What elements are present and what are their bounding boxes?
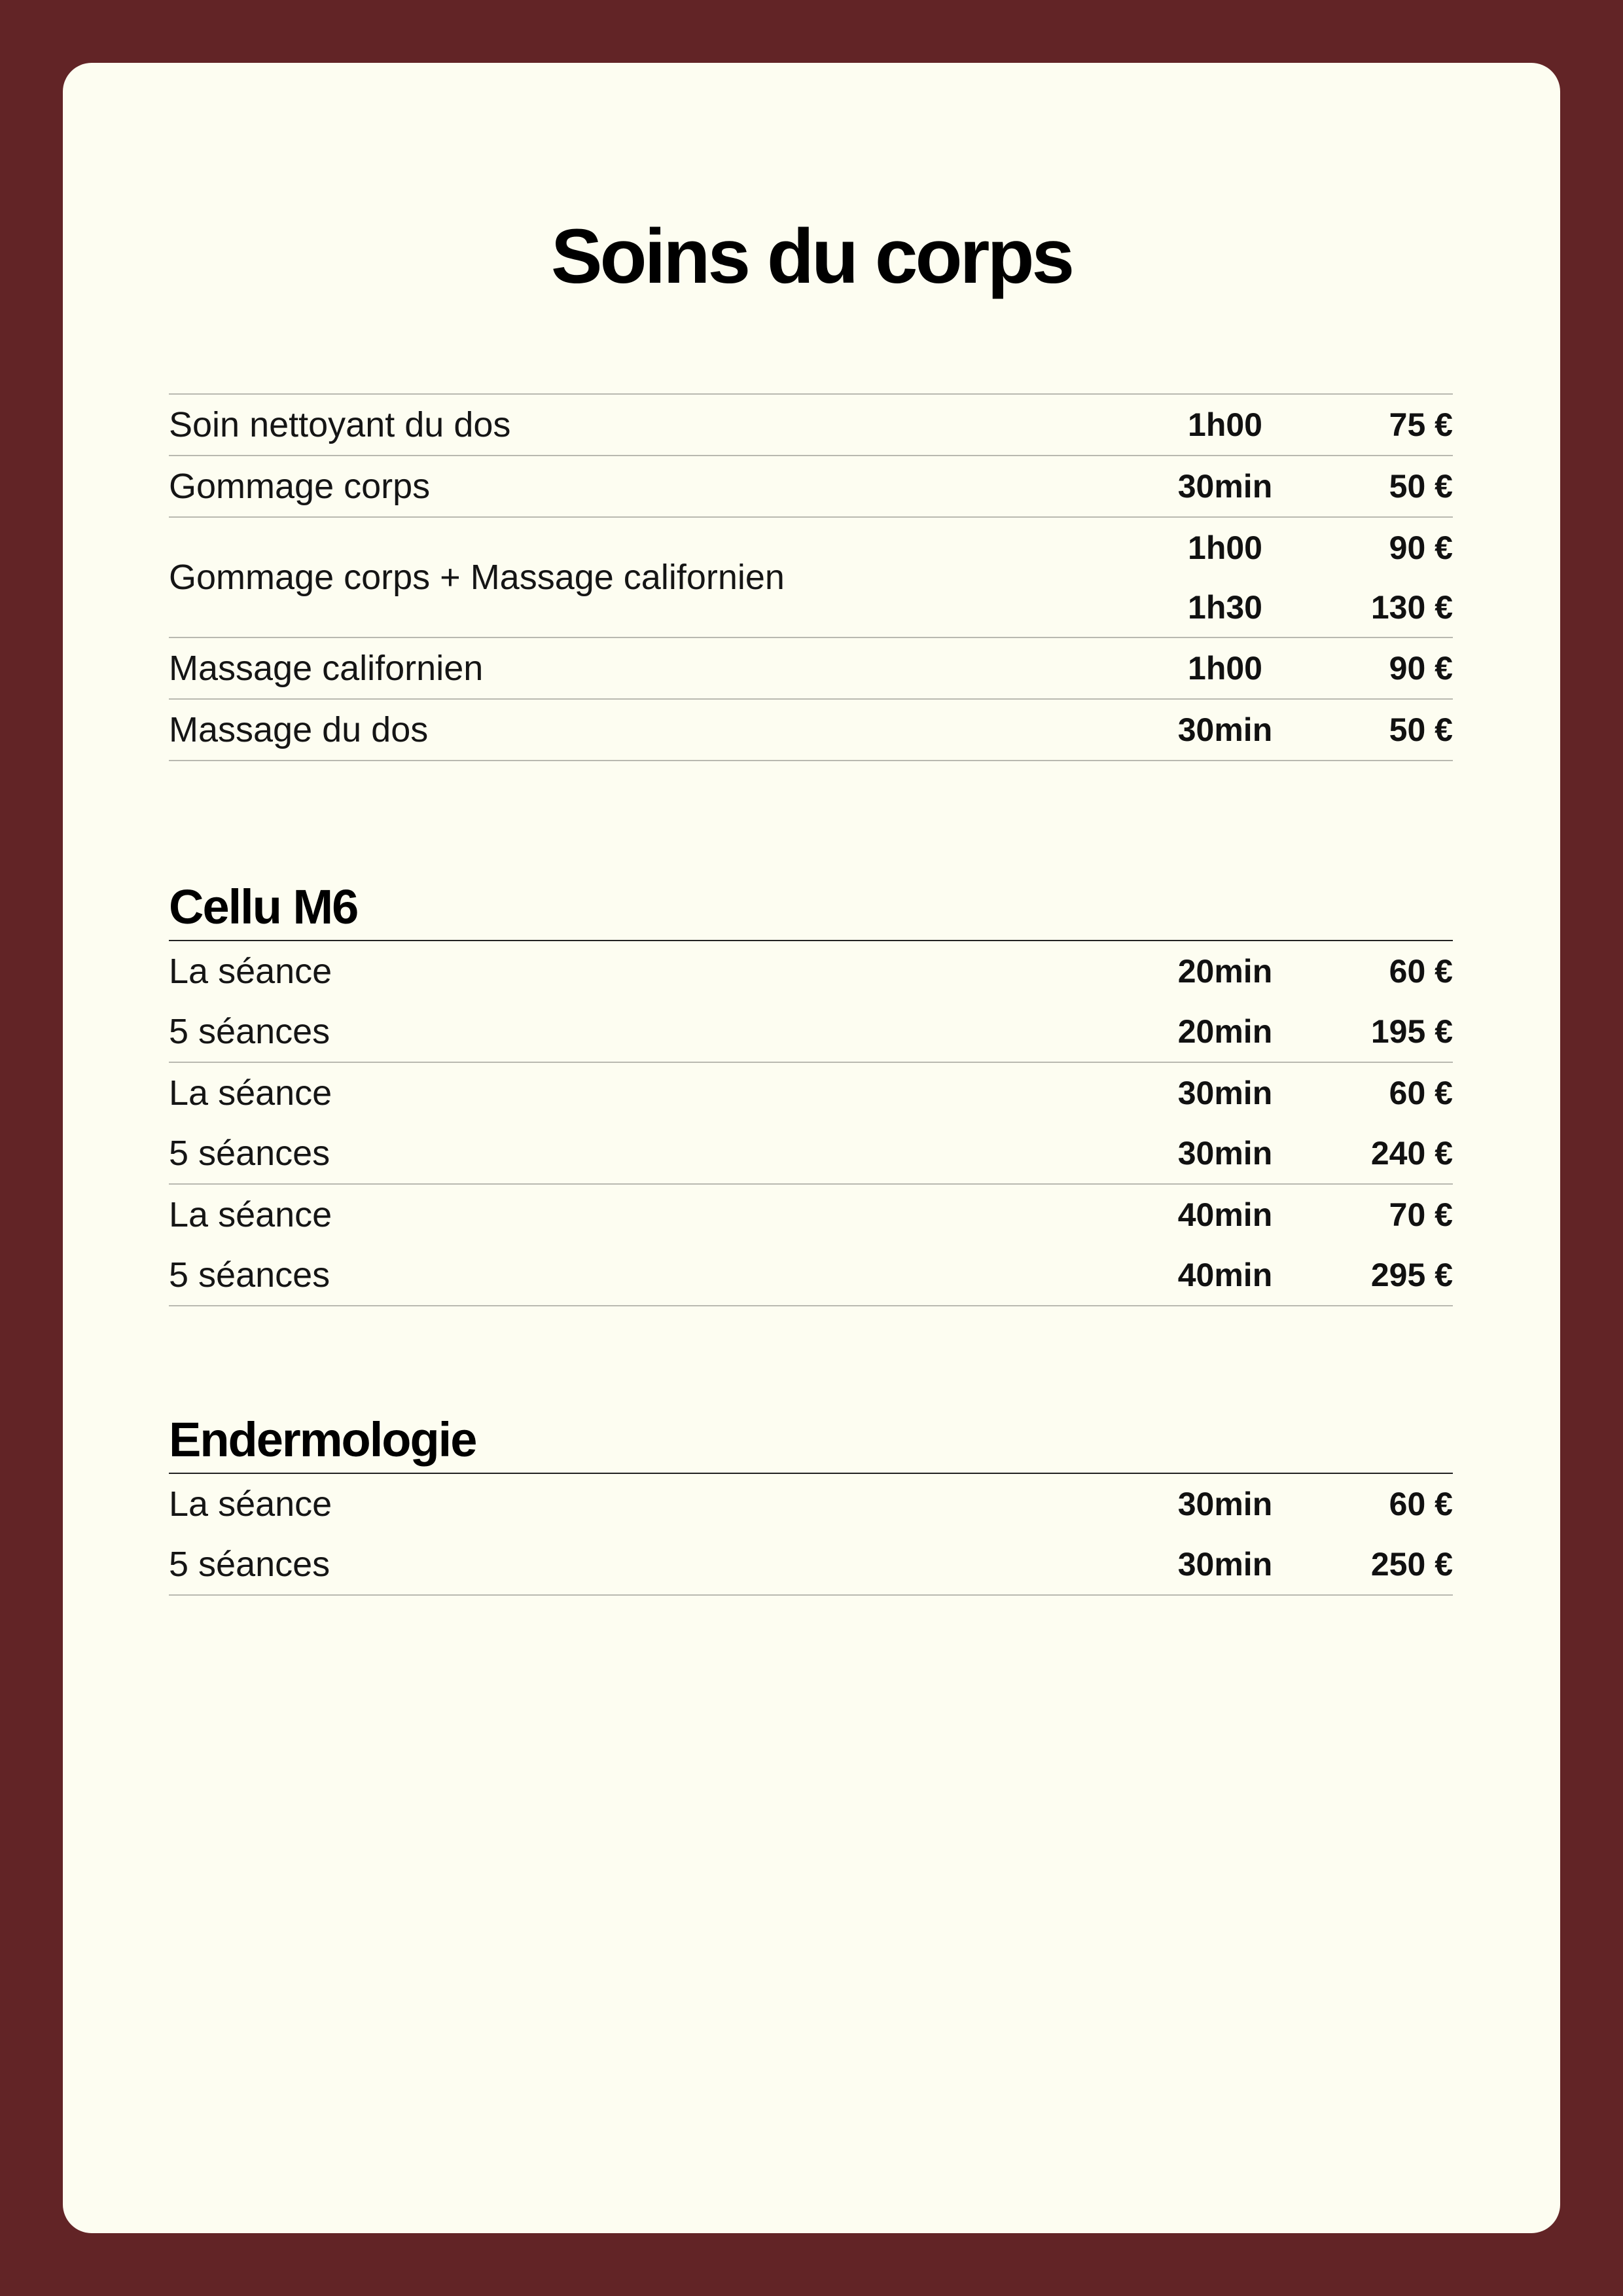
cellu-m6-section (169, 874, 1453, 1306)
endermologie-section (169, 1407, 1453, 1596)
price-group (169, 941, 1453, 1062)
treatment-duration: 30min (1177, 1075, 1273, 1111)
treatment-duration: 20min (1177, 953, 1273, 990)
treatment-price: 295 € (1370, 1257, 1453, 1293)
treatment-duration: 1h00 (1188, 529, 1262, 566)
section-title: Cellu M6 (169, 880, 358, 934)
treatment-price: 240 € (1370, 1135, 1453, 1172)
treatment-price: 130 € (1370, 589, 1453, 626)
body-treatments-list (169, 393, 1453, 761)
treatment-duration: 20min (1177, 1013, 1273, 1050)
treatment-price: 75 € (1389, 406, 1453, 443)
treatment-price: 90 € (1389, 650, 1453, 687)
price-row (169, 516, 1453, 637)
treatment-duration: 30min (1177, 1135, 1273, 1172)
treatment-price: 50 € (1389, 468, 1453, 505)
treatment-duration: 30min (1177, 1546, 1273, 1583)
section-title: Endermologie (169, 1412, 476, 1467)
treatment-name: 5 séances (169, 1134, 330, 1173)
price-row (169, 393, 1453, 455)
treatment-name: 5 séances (169, 1255, 330, 1295)
treatment-duration: 30min (1177, 1486, 1273, 1522)
treatment-price: 50 € (1389, 711, 1453, 748)
treatment-duration: 30min (1177, 711, 1273, 748)
treatment-name: La séance (169, 1195, 332, 1234)
price-list-card (63, 63, 1560, 2233)
treatment-name: La séance (169, 1484, 332, 1524)
treatment-price: 60 € (1389, 1075, 1453, 1111)
treatment-price: 195 € (1370, 1013, 1453, 1050)
treatment-duration: 40min (1177, 1257, 1273, 1293)
treatment-name: La séance (169, 952, 332, 991)
treatment-name: La séance (169, 1073, 332, 1113)
treatment-name: 5 séances (169, 1545, 330, 1584)
treatment-price: 60 € (1389, 1486, 1453, 1522)
treatment-duration: 1h00 (1188, 650, 1262, 687)
price-row (169, 698, 1453, 761)
treatment-price: 70 € (1389, 1196, 1453, 1233)
treatment-duration: 1h30 (1188, 589, 1262, 626)
treatment-duration: 30min (1177, 468, 1273, 505)
price-row (169, 455, 1453, 516)
treatment-price: 60 € (1389, 953, 1453, 990)
page-title: Soins du corps (550, 213, 1073, 300)
treatment-duration: 1h00 (1188, 406, 1262, 443)
treatment-price: 250 € (1370, 1546, 1453, 1583)
price-group (169, 1474, 1453, 1596)
treatment-price: 90 € (1389, 529, 1453, 566)
price-group (169, 1062, 1453, 1183)
treatment-name: Gommage corps + Massage californien (169, 558, 785, 597)
price-row (169, 637, 1453, 698)
treatment-name: 5 séances (169, 1012, 330, 1051)
treatment-name: Massage du dos (169, 710, 429, 749)
treatment-name: Massage californien (169, 649, 484, 688)
treatment-duration: 40min (1177, 1196, 1273, 1233)
treatment-name: Soin nettoyant du dos (169, 405, 511, 444)
price-group (169, 1183, 1453, 1306)
treatment-name: Gommage corps (169, 467, 431, 506)
